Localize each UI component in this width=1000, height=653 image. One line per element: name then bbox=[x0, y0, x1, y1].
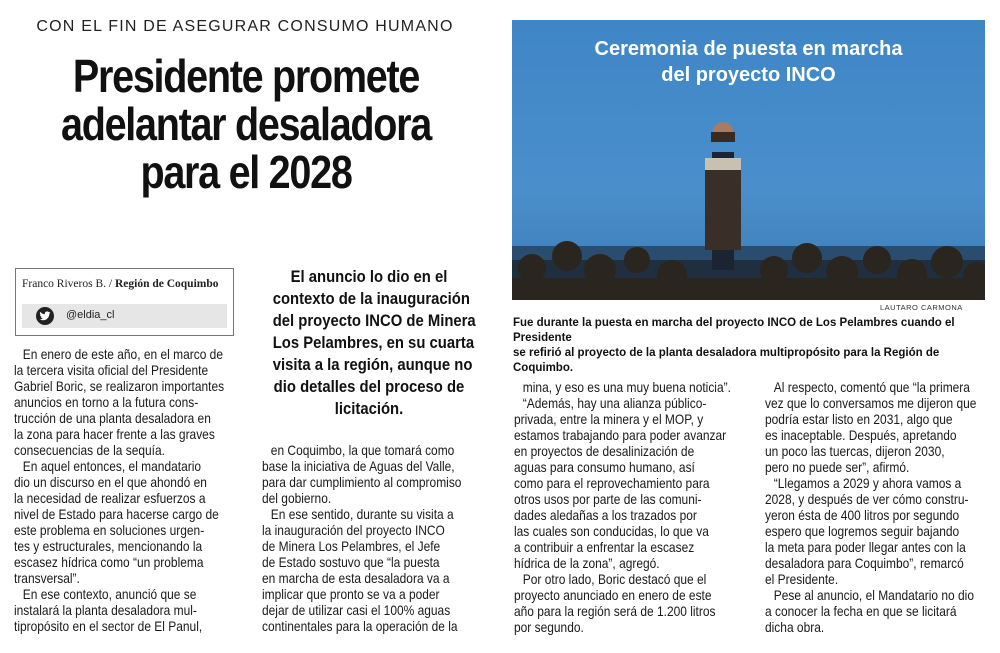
body-line: 2028, y después de ver cómo constru- bbox=[765, 492, 969, 507]
body-line: año para la región será de 1.200 litros bbox=[514, 604, 716, 619]
body-line: por segundo. bbox=[514, 620, 584, 635]
body-line: privada, entre la minera y el MOP, y bbox=[514, 412, 704, 427]
lede-line: dio detalles del proceso de bbox=[273, 378, 465, 396]
body-line: escasez hídrica como “un problema bbox=[14, 555, 204, 570]
lede-line: del proyecto INCO de Minera bbox=[272, 312, 476, 330]
lede-line: visita a la región, aunque no bbox=[272, 356, 473, 374]
body-line: anuncios en torno a la futura cons- bbox=[14, 395, 199, 410]
body-line: vez que lo conversamos me dijeron que bbox=[765, 396, 977, 411]
lede-line: contexto de la inauguración bbox=[272, 290, 470, 308]
body-line: a contribuir a enfrentar la escasez bbox=[514, 540, 695, 555]
photo-caption bbox=[513, 316, 988, 376]
body-line: consecuencias de la sequía. bbox=[14, 443, 165, 458]
body-column-3 bbox=[514, 380, 736, 636]
screen-line: del proyecto INCO bbox=[661, 64, 836, 86]
body-line: transversal”. bbox=[14, 571, 80, 586]
body-line: tes y estructurales, mencionando la bbox=[14, 539, 203, 554]
twitter-icon[interactable] bbox=[36, 307, 54, 325]
body-paragraph bbox=[14, 347, 233, 459]
body-line: espero que logremos seguir bajando bbox=[765, 524, 960, 539]
body-line: tipropósito en el sector de El Panul, bbox=[14, 619, 203, 634]
headline-line: Presidente promete bbox=[72, 50, 420, 102]
body-line: continentales para la operación de la bbox=[262, 619, 458, 634]
body-line: las cuales son conducidas, lo que va bbox=[514, 524, 709, 539]
body-line: la zona para hacer frente a las graves bbox=[14, 427, 215, 442]
body-line: En ese contexto, anunció que se bbox=[22, 587, 197, 602]
body-line: es inaceptable. Después, apretando bbox=[765, 428, 957, 443]
body-line: para dar cumplimiento al compromiso bbox=[262, 475, 462, 490]
body-line: podría estar listo en 2031, algo que bbox=[765, 412, 953, 427]
body-line: “Llegamos a 2029 y ahora vamos a bbox=[773, 476, 962, 491]
lede-line: licitación. bbox=[334, 400, 404, 418]
body-column-4 bbox=[765, 380, 987, 636]
body-line: del gobierno. bbox=[262, 491, 332, 506]
body-paragraph bbox=[514, 572, 736, 636]
body-paragraph bbox=[765, 380, 987, 476]
body-line: dio un discurso en el que ahondó en bbox=[14, 475, 207, 490]
body-line: base la iniciativa de Aguas del Valle, bbox=[262, 459, 455, 474]
byline-box bbox=[15, 268, 234, 336]
body-paragraph bbox=[765, 476, 987, 588]
body-paragraph bbox=[14, 459, 233, 587]
body-line: En ese sentido, durante su visita a bbox=[270, 507, 454, 522]
body-line: en proyectos de desalinización de bbox=[514, 444, 695, 459]
body-line: este problema en soluciones urgen- bbox=[14, 523, 205, 538]
social-handle-bar bbox=[22, 304, 227, 328]
body-line: en marcha de esta desaladora va a bbox=[262, 571, 450, 586]
body-line: mina, y eso es una muy buena noticia”. bbox=[522, 380, 731, 395]
body-line: a conocer la fecha en que se licitará bbox=[765, 604, 957, 619]
body-line: desaladora para Coquimbo”, remarcó bbox=[765, 556, 964, 571]
body-line: otros usos por parte de las comuni- bbox=[514, 492, 702, 507]
body-paragraph bbox=[514, 396, 736, 572]
lede-line: El anuncio lo dio en el bbox=[290, 268, 448, 286]
body-line: la tercera visita oficial del Presidente bbox=[14, 363, 209, 378]
body-paragraph bbox=[262, 443, 484, 507]
body-column-2 bbox=[262, 443, 484, 635]
lede-line: Los Pelambres, en su cuarta bbox=[272, 334, 475, 352]
body-line: dejar de utilizar casi el 100% aguas bbox=[262, 603, 451, 618]
body-line: Gabriel Boric, se realizaron importantes bbox=[14, 379, 225, 394]
body-line: estamos trabajando para poder avanzar bbox=[514, 428, 727, 443]
caption-line: Fue durante la puesta en marcha del proyecto INCO de Los Pelambres cuando el Presidente bbox=[513, 317, 955, 344]
body-line: proyecto anunciado en enero de este bbox=[514, 588, 712, 603]
body-line: yeron ésta de 400 litros por segundo bbox=[765, 508, 960, 523]
body-line: la meta para poder llegar antes con la bbox=[765, 540, 966, 555]
body-line: la inauguración del proyecto INCO bbox=[262, 523, 445, 538]
body-line: hídrica de la zona”, agregó. bbox=[514, 556, 660, 571]
stage-scene bbox=[512, 20, 985, 300]
body-paragraph bbox=[514, 380, 736, 396]
screen-line: Ceremonia de puesta en marcha bbox=[594, 38, 903, 60]
body-column-1 bbox=[14, 347, 233, 635]
body-line: dades aledañas a los trazados por bbox=[514, 508, 697, 523]
body-line: en Coquimbo, la que tomará como bbox=[270, 443, 455, 458]
body-paragraph bbox=[14, 587, 233, 635]
kicker: CON EL FIN DE ASEGURAR CONSUMO HUMANO bbox=[36, 18, 454, 35]
body-line: “Además, hay una alianza público- bbox=[522, 396, 707, 411]
body-line: el Presidente. bbox=[765, 572, 839, 587]
body-line: como para el reprovechamiento para bbox=[514, 476, 710, 491]
body-line: implicar que pronto se va a poder bbox=[262, 587, 440, 602]
body-line: de Estado sostuvo que “la puesta bbox=[262, 555, 440, 570]
author-name: Franco Riveros B. bbox=[22, 278, 107, 290]
body-line: aguas para consumo humano, así bbox=[514, 460, 695, 475]
body-line: la necesidad de realizar esfuerzos a bbox=[14, 491, 206, 506]
body-paragraph bbox=[765, 588, 987, 636]
body-line: dicha obra. bbox=[765, 620, 825, 635]
body-line: Pese al anuncio, el Mandatario no dio bbox=[773, 588, 974, 603]
body-line: de Minera Los Pelambres, el Jefe bbox=[262, 539, 441, 554]
body-line: nivel de Estado para hacerse cargo de bbox=[14, 507, 219, 522]
twitter-handle[interactable]: @eldia_cl bbox=[66, 309, 115, 321]
body-line: instalará la planta desaladora mul- bbox=[14, 603, 197, 618]
headline bbox=[41, 52, 450, 196]
byline-author-line bbox=[22, 278, 219, 290]
speaker-figure bbox=[705, 122, 741, 270]
article-photo bbox=[512, 20, 985, 300]
body-paragraph bbox=[262, 507, 484, 635]
body-line: En aquel entonces, el mandatario bbox=[22, 459, 202, 474]
lede bbox=[262, 266, 476, 420]
headline-line: para el 2028 bbox=[140, 146, 352, 198]
body-line: trucción de una planta desaladora en bbox=[14, 411, 211, 426]
photo-credit: LAUTARO CARMONA bbox=[880, 303, 963, 312]
body-line: pero no puede ser”, afirmó. bbox=[765, 460, 910, 475]
caption-line: se refirió al proyecto de la planta desaladora multipropósito para la Región de Coquimbo. bbox=[513, 347, 940, 374]
byline-region: Región de Coquimbo bbox=[114, 278, 219, 290]
headline-line: adelantar desaladora bbox=[61, 98, 431, 150]
body-line: Por otro lado, Boric destacó que el bbox=[522, 572, 707, 587]
body-line: Al respecto, comentó que “la primera bbox=[773, 380, 970, 395]
byline-separator: / bbox=[108, 278, 113, 290]
body-line: un poco las tuercas, dijeron 2030, bbox=[765, 444, 945, 459]
body-line: En enero de este año, en el marco de bbox=[22, 347, 223, 362]
